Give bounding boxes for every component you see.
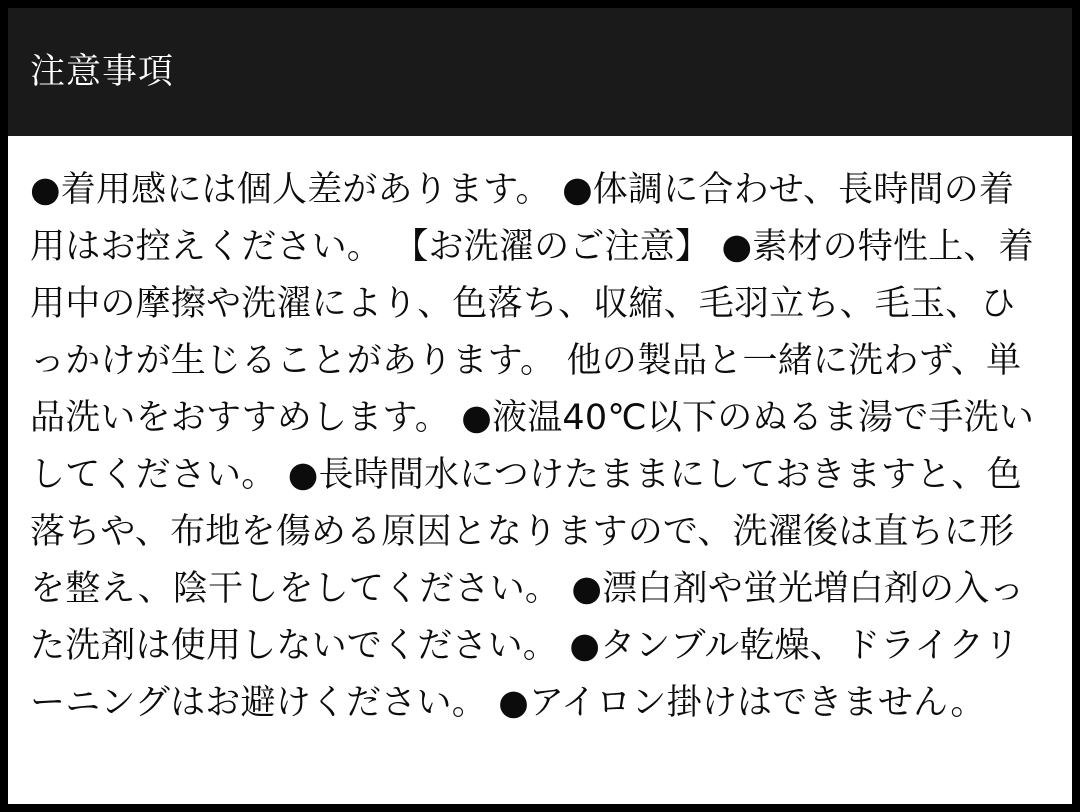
card-body [8,136,1072,804]
notice-card [8,8,1072,804]
card-header [8,8,1072,136]
page-title: 注意事項 [30,52,175,92]
notice-text: ●着用感には個人差があります。 ●体調に合わせ、長時間の着用はお控えください。 【お洗濯のご注意】 ●素材の特性上、着用中の摩擦や洗濯により、色落ち、収縮、毛羽立ち、毛玉、ひっかけが生じることがあります。 他の製品と一緒に洗わず、単品洗いをおすすめします。 ●液温40℃以下のぬるま湯で手洗いしてください。 ●長時間水につけたままにしておきますと、色落ちや、布地を傷める原因となりますので、洗濯後は直ちに形を整え、陰干しをしてください。 ●漂白剤や蛍光増白剤の入った洗剤は使用しないでください。 ●タンブル乾燥、ドライクリーニングはお避けください。 ●アイロン掛けはできません。 [30,170,1035,723]
